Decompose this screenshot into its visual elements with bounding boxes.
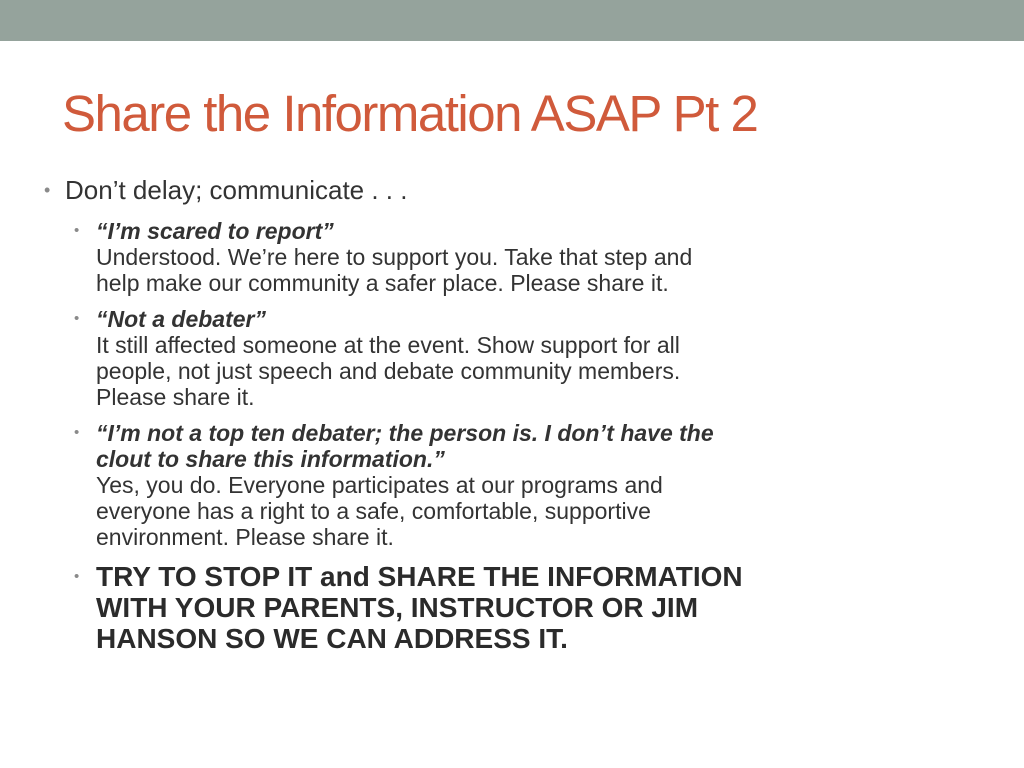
sub-bullet-body: Yes, you do. Everyone participates at our programs and everyone has a right to a safe, comfortable, supportive environment. Please share it.: [96, 472, 663, 550]
sub-bullet-not-a-debater: [74, 306, 844, 410]
sub-bullet-body: Understood. We’re here to support you. Take that step and help make our community a safer place. Please share it.: [96, 244, 693, 296]
bullet-icon: •: [74, 222, 80, 239]
header-band: [0, 0, 1024, 41]
sub-bullet-quote: “I’m scared to report”: [96, 218, 334, 244]
sub-bullet-not-top-ten: [74, 420, 844, 550]
bullet-icon: •: [74, 310, 80, 327]
sub-bullet-quote: “I’m not a top ten debater; the person is. I don’t have the clout to share this information.”: [96, 420, 714, 472]
main-bullet: [44, 172, 844, 208]
call-to-action-text: TRY TO STOP IT and SHARE THE INFORMATION WITH YOUR PARENTS, INSTRUCTOR OR JIM HANSON SO WE CAN ADDRESS IT.: [96, 561, 743, 654]
slide-title: Share the Information ASAP Pt 2: [62, 85, 758, 142]
sub-bullet-body: It still affected someone at the event. Show support for all people, not just speech and debate community members. Please share it.: [96, 332, 681, 410]
bullet-icon: •: [74, 424, 80, 441]
sub-bullet-scared-to-report: [74, 218, 844, 296]
bullet-icon: •: [44, 180, 51, 200]
bullet-icon: •: [74, 568, 80, 585]
sub-bullet-try-to-stop-it: [74, 561, 844, 654]
slide-content: [44, 172, 844, 654]
main-bullet-text: Don’t delay; communicate . . .: [65, 175, 408, 205]
sub-bullet-quote: “Not a debater”: [96, 306, 266, 332]
